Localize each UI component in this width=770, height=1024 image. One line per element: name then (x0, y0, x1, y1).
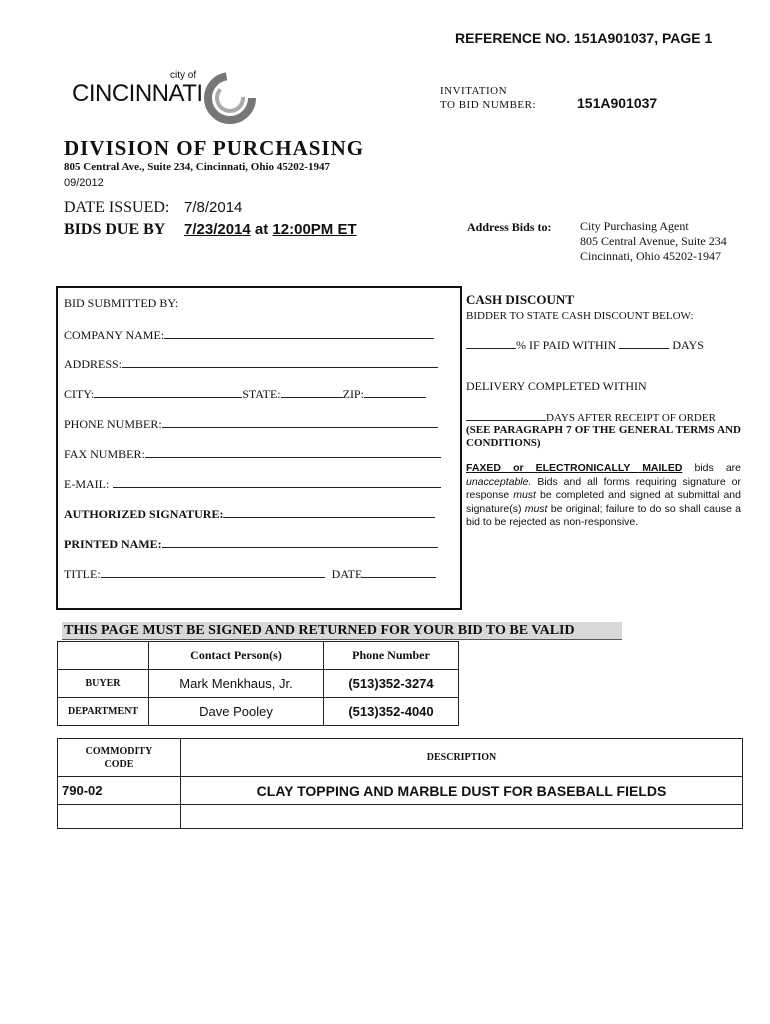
discount-pct-line[interactable] (466, 336, 516, 349)
bid-submitted-label: BID SUBMITTED BY: (64, 296, 179, 310)
printed-name-field[interactable] (64, 535, 438, 552)
cash-discount-subtitle: BIDDER TO STATE CASH DISCOUNT BELOW: (466, 310, 694, 322)
city-input-line[interactable] (94, 385, 242, 398)
date-issued-label: DATE ISSUED: (64, 199, 170, 216)
bids-due-value (184, 221, 357, 238)
contact-phone: (513)352-3274 (324, 670, 459, 698)
address-field[interactable] (64, 355, 438, 372)
signature-banner: THIS PAGE MUST BE SIGNED AND RETURNED FOR YOUR BID TO BE VALID (62, 622, 622, 640)
table-row (58, 698, 459, 726)
discount-days-line[interactable] (619, 336, 669, 349)
logo-big-text: CINCINNATI (72, 80, 203, 107)
address-input-line[interactable] (122, 355, 438, 368)
phone-field[interactable] (64, 415, 438, 432)
cash-discount-section (466, 292, 741, 530)
company-field[interactable] (64, 326, 434, 343)
date-input-line[interactable] (362, 565, 436, 578)
company-label: COMPANY NAME: (64, 328, 165, 342)
discount-days-text: DAYS (672, 338, 704, 352)
zip-label: ZIP: (342, 387, 364, 401)
must-text-2: must (524, 502, 548, 515)
phone-label: PHONE NUMBER: (64, 417, 162, 431)
fax-input-line[interactable] (145, 445, 441, 458)
commodity-header-row (58, 739, 743, 777)
commodity-code: 790-02 (58, 777, 181, 805)
printed-name-input-line[interactable] (162, 535, 438, 548)
contact-phone: (513)352-4040 (324, 698, 459, 726)
invitation-number: 151A901037 (577, 95, 658, 111)
due-time: 12:00PM ET (272, 221, 357, 238)
contact-name: Dave Pooley (149, 698, 324, 726)
email-label: E-MAIL: (64, 477, 110, 491)
delivery-days-field[interactable] (466, 408, 741, 424)
form-date: 09/2012 (64, 177, 104, 189)
address-line: 805 Central Avenue, Suite 234 (580, 234, 727, 248)
commodity-table (57, 738, 743, 829)
email-input-line[interactable] (113, 475, 441, 488)
date-issued-value: 7/8/2014 (184, 199, 243, 216)
address-bids-lines (580, 219, 727, 264)
contacts-header-row (58, 642, 459, 670)
table-row (58, 777, 743, 805)
delivery-days-text: DAYS AFTER RECEIPT OF ORDER (546, 412, 716, 424)
company-input-line[interactable] (164, 326, 434, 339)
bids-are: bids are (682, 462, 741, 474)
due-at: at (250, 221, 273, 238)
commodity-desc-header: DESCRIPTION (181, 739, 743, 777)
signature-field[interactable] (64, 505, 435, 522)
logo-swirl-icon (202, 70, 258, 126)
contact-name: Mark Menkhaus, Jr. (149, 670, 324, 698)
address-bids-label: Address Bids to: (467, 220, 552, 234)
zip-input-line[interactable] (364, 385, 426, 398)
invitation-line1: INVITATION (440, 85, 508, 97)
delivery-days-line[interactable] (466, 408, 546, 421)
city-label: CITY: (64, 387, 95, 401)
invitation-line2: TO BID NUMBER: (440, 99, 537, 111)
invitation-label (440, 84, 536, 112)
contacts-table (57, 641, 459, 726)
address-line: Cincinnati, Ohio 45202-1947 (580, 249, 721, 263)
unacceptable-text: unacceptable. (466, 475, 532, 488)
due-date: 7/23/2014 (184, 221, 251, 238)
notice-rest1: Bids and all forms requiring signature or response (466, 475, 741, 501)
division-address: 805 Central Ave., Suite 234, Cincinnati, Ohio 45202-1947 (64, 161, 330, 173)
must-text: must (513, 489, 536, 501)
contacts-header-blank (58, 642, 149, 670)
email-field[interactable] (64, 475, 441, 492)
state-label: STATE: (242, 387, 281, 401)
title-date-field[interactable] (64, 565, 436, 582)
table-row (58, 670, 459, 698)
commodity-empty-desc (181, 805, 743, 829)
contact-role: DEPARTMENT (58, 698, 149, 726)
cash-discount-title: CASH DISCOUNT (466, 292, 574, 307)
notice-rest2: be completed and signed at submittal and signature(s) (466, 489, 741, 515)
contacts-header-person: Contact Person(s) (149, 642, 324, 670)
faxed-notice (466, 462, 741, 530)
fax-label: FAX NUMBER: (64, 447, 145, 461)
notice-rest3: be original; failure to do so shall cause a bid to be rejected as non-responsive. (466, 502, 741, 528)
commodity-description: CLAY TOPPING AND MARBLE DUST FOR BASEBALL FIELDS (181, 777, 743, 805)
printed-name-label: PRINTED NAME: (64, 537, 162, 551)
logo-small-text: city of (170, 70, 197, 81)
signature-input-line[interactable] (223, 505, 435, 518)
signature-label: AUTHORIZED SIGNATURE: (64, 507, 224, 521)
see-paragraph: (SEE PARAGRAPH 7 OF THE GENERAL TERMS AND CONDITIONS) (466, 424, 741, 449)
phone-input-line[interactable] (162, 415, 438, 428)
faxed-emphasis: FAXED or ELECTRONICALLY MAILED (466, 462, 683, 474)
contacts-header-phone: Phone Number (324, 642, 459, 670)
delivery-label: DELIVERY COMPLETED WITHIN (466, 379, 647, 393)
fax-field[interactable] (64, 445, 441, 462)
title-label: TITLE: (64, 567, 101, 581)
contact-role: BUYER (58, 670, 149, 698)
division-title: DIVISION OF PURCHASING (64, 136, 365, 160)
cash-discount-terms[interactable] (466, 336, 741, 353)
city-logo (72, 70, 262, 130)
state-input-line[interactable] (281, 385, 343, 398)
city-state-zip-field[interactable] (64, 385, 426, 402)
table-row (58, 805, 743, 829)
reference-number: REFERENCE NO. 151A901037, PAGE 1 (455, 30, 713, 46)
commodity-code-header: COMMODITY CODE (58, 739, 181, 777)
date-label: DATE (331, 567, 363, 581)
discount-pct-text: % IF PAID WITHIN (516, 338, 617, 352)
title-input-line[interactable] (101, 565, 325, 578)
commodity-empty-code (58, 805, 181, 829)
bids-due-label: BIDS DUE BY (64, 221, 166, 238)
address-label: ADDRESS: (64, 357, 123, 371)
address-line: City Purchasing Agent (580, 219, 689, 233)
